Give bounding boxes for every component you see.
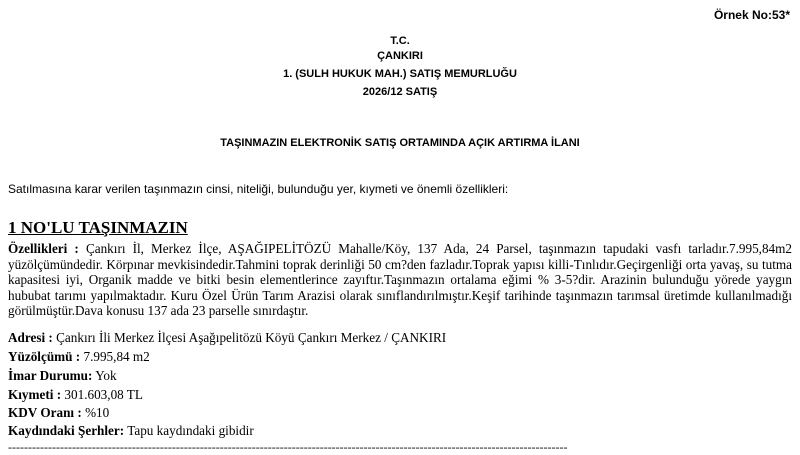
notes-row — [8, 423, 254, 439]
features-paragraph — [8, 241, 792, 319]
value-row — [8, 387, 143, 403]
notes-label: Kaydındaki Şerhler: — [8, 423, 125, 438]
zoning-label: İmar Durumu: — [8, 368, 93, 383]
header-line-file-no: 2026/12 SATIŞ — [362, 86, 438, 98]
vat-value: %10 — [85, 405, 110, 420]
property-title: 1 NO'LU TAŞINMAZIN — [8, 218, 188, 237]
address-value: Çankırı İli Merkez İlçesi Aşağıpelitözü Köyü Çankırı Merkez / ÇANKIRI — [56, 330, 447, 345]
vat-row — [8, 405, 109, 421]
value-amount: 301.603,08 TL — [64, 387, 143, 402]
announcement-title: TAŞINMAZIN ELEKTRONİK SATIŞ ORTAMINDA AÇIK ARTIRMA İLANI — [220, 137, 580, 149]
dashed-divider: -------------------------------------------------------------------------------------------------------------------------------------------- — [8, 440, 568, 454]
area-value: 7.995,84 m2 — [83, 349, 150, 364]
header-line-tc: T.C. — [390, 35, 410, 47]
zoning-row — [8, 368, 117, 384]
intro-text: Satılmasına karar verilen taşınmazın cinsi, niteliği, bulunduğu yer, kıymeti ve önemli özellikleri: — [8, 182, 509, 196]
address-label: Adresi : — [8, 330, 53, 345]
value-label: Kıymeti : — [8, 387, 62, 402]
vat-label: KDV Oranı : — [8, 405, 82, 420]
notes-value: Tapu kaydındaki gibidir — [127, 423, 254, 438]
zoning-value: Yok — [95, 368, 117, 383]
area-row — [8, 349, 150, 365]
header-line-office: 1. (SULH HUKUK MAH.) SATIŞ MEMURLUĞU — [283, 68, 517, 80]
features-text: Çankırı İl, Merkez İlçe, AŞAĞIPELİTÖZÜ Mahalle/Köy, 137 Ada, 24 Parsel, taşınmazın tapudaki vasfı tarladır.7.995,84m2 yüzölçümündedir. Körpınar mevkisindedir.Tahmini toprak derinliği 50 cm?den fazladır.Toprak yapısı killi-Tınlıdır.Geçirgenliği orta yavaş, su tutma kapasitesi iyi, Organik madde ve bitki besin elementlerince zayıftır.Taşınmazın ortalama eğimi % 3-5?dir. Arazinin bulunduğu yörede yaygın hububat tarımı yapılmaktadır. Kuru Özel Ürün Tarım Arazisi olarak sınıflandırılmıştır.Keşif tarihinde taşınmazın tarımsal üretimde kullanılmadığı görülmüştür.Dava konusu 137 ada 23 parselle sınırdaştır. — [8, 241, 792, 319]
sample-number: Örnek No:53* — [713, 8, 790, 22]
address-row — [8, 330, 446, 346]
features-label: Özellikleri : — [8, 241, 79, 256]
header-line-city: ÇANKIRI — [377, 50, 423, 62]
area-label: Yüzölçümü : — [8, 349, 81, 364]
